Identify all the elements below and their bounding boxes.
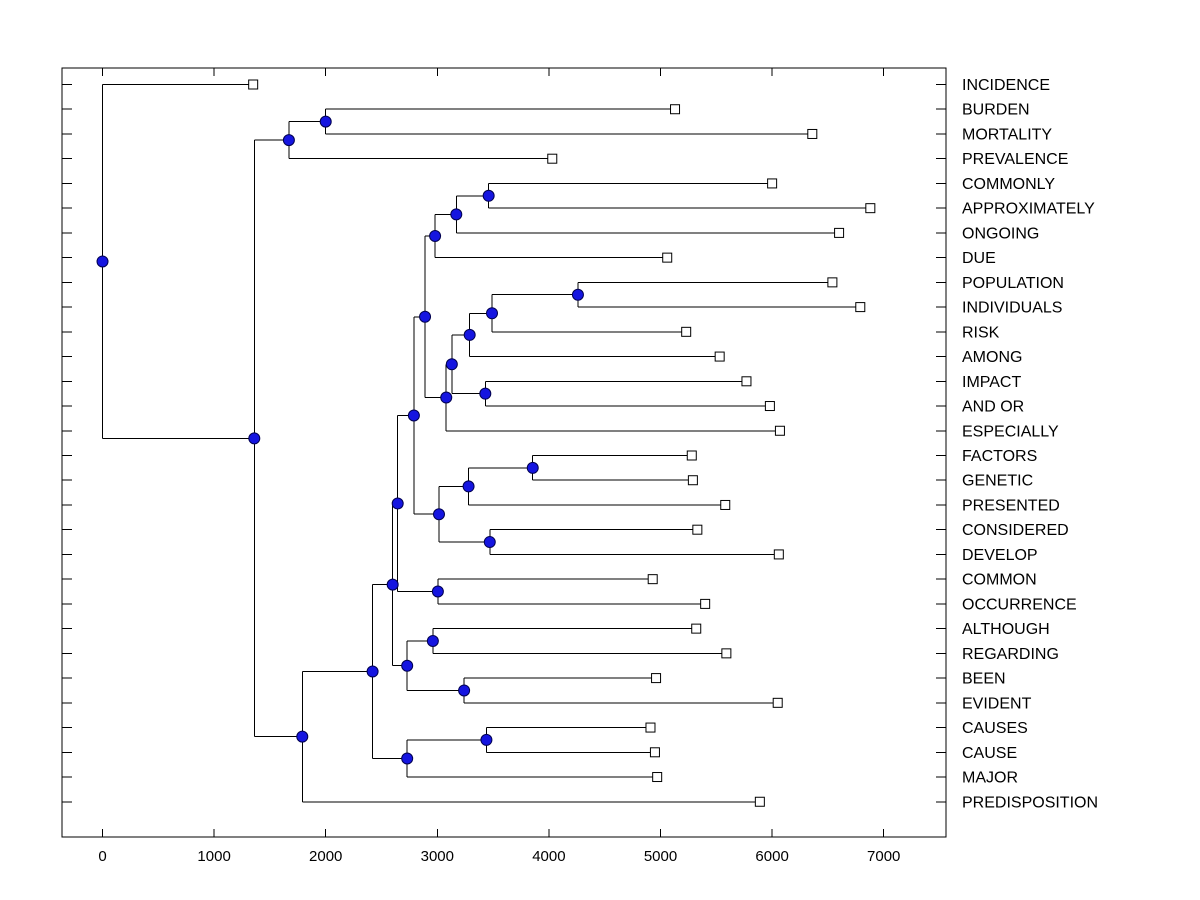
leaf-label: FACTORS — [962, 447, 1038, 465]
internal-node-marker — [392, 498, 403, 509]
internal-node-marker — [446, 359, 457, 370]
leaf-marker — [249, 80, 258, 89]
leaf-label: AMONG — [962, 349, 1023, 367]
leaf-marker — [828, 278, 837, 287]
internal-node-marker — [483, 190, 494, 201]
leaf-label: OCCURRENCE — [962, 596, 1077, 614]
leaf-marker — [721, 500, 730, 509]
leaf-marker — [866, 204, 875, 213]
x-axis-tick-label: 5000 — [643, 848, 678, 865]
internal-node-marker — [420, 311, 431, 322]
leaf-label: EVIDENT — [962, 695, 1032, 713]
leaf-label: GENETIC — [962, 472, 1034, 490]
internal-node-marker — [459, 685, 470, 696]
leaf-label: AND OR — [962, 398, 1025, 416]
leaf-marker — [653, 773, 662, 782]
leaf-marker — [856, 303, 865, 312]
leaf-label: ONGOING — [962, 225, 1040, 243]
leaf-marker — [648, 575, 657, 584]
internal-node-marker — [432, 586, 443, 597]
leaf-label: DUE — [962, 250, 996, 268]
leaf-label: ALTHOUGH — [962, 621, 1050, 639]
internal-node-marker — [480, 388, 491, 399]
leaf-marker — [768, 179, 777, 188]
leaf-label: INDIVIDUALS — [962, 299, 1063, 317]
x-axis-tick-label: 3000 — [420, 848, 455, 865]
leaf-label: DEVELOP — [962, 546, 1038, 564]
internal-node-marker — [408, 410, 419, 421]
leaf-marker — [774, 550, 783, 559]
internal-node-marker — [572, 289, 583, 300]
internal-node-marker — [367, 666, 378, 677]
leaf-marker — [808, 129, 817, 138]
leaf-marker — [765, 402, 774, 411]
internal-node-marker — [249, 433, 260, 444]
internal-node-marker — [484, 537, 495, 548]
leaf-marker — [701, 599, 710, 608]
internal-node-marker — [481, 734, 492, 745]
leaf-label: PREDISPOSITION — [962, 794, 1099, 812]
internal-node-marker — [97, 256, 108, 267]
leaf-marker — [687, 451, 696, 460]
leaf-marker — [755, 797, 764, 806]
leaf-marker — [775, 426, 784, 435]
x-axis-tick-label: 7000 — [867, 848, 901, 865]
leaf-label: CAUSE — [962, 744, 1018, 762]
internal-node-marker — [451, 209, 462, 220]
leaf-marker — [652, 674, 661, 683]
leaf-marker — [671, 105, 680, 114]
internal-node-marker — [527, 462, 538, 473]
leaf-label: BURDEN — [962, 101, 1030, 119]
x-axis-tick-label: 0 — [98, 848, 107, 865]
leaf-marker — [715, 352, 724, 361]
internal-node-marker — [430, 230, 441, 241]
leaf-label: BEEN — [962, 670, 1006, 688]
internal-node-marker — [487, 308, 498, 319]
x-axis-tick-label: 1000 — [197, 848, 231, 865]
leaf-label: CONSIDERED — [962, 522, 1069, 540]
leaf-label: CAUSES — [962, 720, 1028, 738]
leaf-marker — [682, 327, 691, 336]
internal-node-marker — [402, 753, 413, 764]
internal-node-marker — [297, 731, 308, 742]
internal-node-marker — [402, 660, 413, 671]
leaf-label: COMMONLY — [962, 175, 1056, 193]
leaf-marker — [663, 253, 672, 262]
leaf-marker — [773, 698, 782, 707]
leaf-label: POPULATION — [962, 274, 1064, 292]
leaf-label: MORTALITY — [962, 126, 1053, 144]
leaf-marker — [693, 525, 702, 534]
leaf-marker — [742, 377, 751, 386]
internal-node-marker — [427, 635, 438, 646]
leaf-label: IMPACT — [962, 373, 1022, 391]
internal-node-marker — [387, 579, 398, 590]
leaf-label: PRESENTED — [962, 497, 1060, 515]
leaf-marker — [692, 624, 701, 633]
x-axis-tick-label: 6000 — [755, 848, 789, 865]
leaf-label: REGARDING — [962, 645, 1059, 663]
leaf-marker — [688, 476, 697, 485]
leaf-label: RISK — [962, 324, 1000, 342]
leaf-label: INCIDENCE — [962, 77, 1051, 94]
leaf-label: COMMON — [962, 571, 1037, 589]
internal-node-marker — [441, 392, 452, 403]
leaf-marker — [650, 748, 659, 757]
x-axis-tick-label: 2000 — [309, 848, 343, 865]
internal-node-marker — [433, 509, 444, 520]
internal-node-marker — [464, 329, 475, 340]
internal-node-marker — [320, 116, 331, 127]
leaf-marker — [722, 649, 731, 658]
x-axis-tick-label: 4000 — [532, 848, 566, 865]
internal-node-marker — [463, 481, 474, 492]
leaf-marker — [835, 228, 844, 237]
leaf-marker — [548, 154, 557, 163]
leaf-label: PREVALENCE — [962, 151, 1069, 169]
leaf-marker — [646, 723, 655, 732]
leaf-label: APPROXIMATELY — [962, 200, 1095, 218]
leaf-label: MAJOR — [962, 769, 1018, 787]
internal-node-marker — [283, 135, 294, 146]
leaf-label: ESPECIALLY — [962, 423, 1059, 441]
